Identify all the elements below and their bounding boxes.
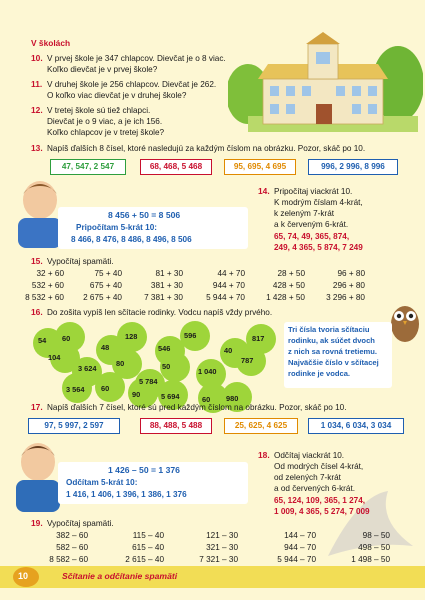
- clover-number: 980: [226, 394, 239, 403]
- note-line4: Najväčšie číslo v sčítacej: [288, 358, 379, 367]
- task-15-expression: 2 675 + 40: [83, 293, 122, 302]
- example-2-label: Odčítam 5-krát 10:: [66, 478, 138, 487]
- task-15-expression: 81 + 30: [155, 269, 183, 278]
- task-15-expression: 944 + 70: [212, 281, 245, 290]
- task-19-expression: 321 – 30: [206, 543, 238, 552]
- task-15-expression: 44 + 70: [217, 269, 245, 278]
- task-11-number: 11.: [31, 79, 43, 89]
- task-12-line3: Koľko chlapcov je v tretej škole?: [47, 128, 165, 137]
- task-15-expression: 75 + 40: [94, 269, 122, 278]
- task-15-expression: 3 296 + 80: [326, 293, 365, 302]
- task-19-expression: 144 – 70: [284, 531, 316, 540]
- task-14-line3: k zeleným 7-krát: [274, 209, 335, 218]
- task-15-expression: 428 + 50: [272, 281, 305, 290]
- task-19-expression: 7 321 – 30: [199, 555, 238, 564]
- task-19-expression: 498 – 50: [358, 543, 390, 552]
- task-16-text: Do zošita vypíš len sčítacie rodinky. Vodcu napíš vždy prvého.: [47, 308, 273, 317]
- clover-number: 48: [101, 343, 110, 352]
- task-13-box-red: 68, 468, 5 468: [140, 159, 212, 175]
- task-17-number: 17.: [31, 402, 43, 412]
- clover-number: 3 624: [78, 364, 97, 373]
- example-1-label: Pripočítam 5-krát 10:: [76, 223, 157, 232]
- task-18-number: 18.: [258, 450, 270, 460]
- task-15-expression: 532 + 60: [31, 281, 64, 290]
- clover-number: 60: [101, 384, 110, 393]
- task-12-line2: Dievčat je o 9 viac, a je ich 156.: [47, 117, 163, 126]
- task-15-expression: 675 + 40: [89, 281, 122, 290]
- task-18-line4: a od červených 6-krát.: [274, 484, 356, 493]
- task-19-number: 19.: [31, 518, 43, 528]
- task-14-line1: Pripočítaj viackrát 10.: [274, 187, 353, 196]
- task-15-expression: 28 + 50: [277, 269, 305, 278]
- task-17-box-blue-2: 1 034, 6 034, 3 034: [308, 418, 404, 434]
- task-15-expression: 7 381 + 30: [144, 293, 183, 302]
- task-19-expression: 8 582 – 60: [49, 555, 88, 564]
- clover-number: 5 694: [161, 392, 180, 401]
- task-10-line1: V prvej škole je 347 chlapcov. Dievčat je o 8 viac.: [47, 54, 226, 63]
- clover-number: 90: [132, 390, 141, 399]
- task-15-number: 15.: [31, 256, 43, 266]
- task-14-line2: K modrým číslam 4-krát,: [274, 198, 363, 207]
- task-19-expression: 115 – 40: [132, 531, 164, 540]
- task-14-line4: a k červeným 6-krát.: [274, 220, 349, 229]
- clover-number: 60: [62, 334, 71, 343]
- clover-number: 128: [125, 332, 138, 341]
- task-15-expression: 1 428 + 50: [266, 293, 305, 302]
- clover-number: 104: [48, 353, 61, 362]
- task-13-box-green: 47, 547, 2 547: [50, 159, 126, 175]
- task-10-line2: Koľko dievčat je v prvej škole?: [47, 65, 158, 74]
- clover-number: 40: [224, 346, 233, 355]
- task-19-expression: 944 – 70: [284, 543, 316, 552]
- task-15-expression: 5 944 + 70: [206, 293, 245, 302]
- clover-number: 50: [162, 362, 171, 371]
- task-17-box-red: 88, 488, 5 488: [140, 418, 212, 434]
- footer-title: Sčítanie a odčítanie spamäti: [62, 571, 178, 581]
- task-18-sequence1: 65, 124, 109, 365, 1 274,: [274, 496, 366, 505]
- example-1-sequence: 8 466, 8 476, 8 486, 8 496, 8 506: [71, 235, 192, 244]
- clover-number: 817: [252, 334, 265, 343]
- task-10-number: 10.: [31, 53, 43, 63]
- owl-illustration: [388, 296, 423, 344]
- task-18-sequence2: 1 009, 4 365, 5 274, 7 009: [274, 507, 370, 516]
- example-1-equation: 8 456 + 50 = 8 506: [108, 210, 181, 220]
- clover-number: 5 784: [139, 377, 158, 386]
- task-19-expression: 98 – 50: [362, 531, 390, 540]
- task-19-expression: 582 – 60: [56, 543, 88, 552]
- clover-number: 80: [116, 359, 125, 368]
- note-line1: Tri čísla tvoria sčítaciu: [288, 325, 370, 334]
- example-1-panel: [58, 207, 248, 249]
- clover-number: 1 040: [198, 367, 217, 376]
- task-19-expression: 2 615 – 40: [125, 555, 164, 564]
- clover-number: 3 564: [66, 385, 85, 394]
- task-18-line3: od zelených 7-krát: [274, 473, 341, 482]
- task-16-number: 16.: [31, 307, 43, 317]
- section-title: V školách: [31, 38, 71, 48]
- task-19-expression: 382 – 60: [56, 531, 88, 540]
- example-2-sequence: 1 416, 1 406, 1 396, 1 386, 1 376: [66, 490, 187, 499]
- task-15-expression: 381 + 30: [150, 281, 183, 290]
- task-15-text: Vypočítaj spamäti.: [47, 257, 114, 266]
- rule-note-panel: [284, 322, 392, 388]
- example-2-equation: 1 426 – 50 = 1 376: [108, 465, 180, 475]
- task-19-expression: 121 – 30: [206, 531, 238, 540]
- clover-number: 60: [202, 395, 211, 404]
- task-13-text: Napíš ďalších 8 čísel, ktoré nasledujú za každým číslom na obrázku. Pozor, skáč po 10.: [47, 144, 366, 153]
- task-11-line1: V druhej škole je 256 chlapcov. Dievčat je 262.: [47, 80, 217, 89]
- task-14-number: 14.: [258, 186, 270, 196]
- note-line5: rodinke je vodca.: [288, 369, 351, 378]
- note-line3: z nich sa rovná tretiemu.: [288, 347, 378, 356]
- task-15-expression: 96 + 80: [337, 269, 365, 278]
- task-18-line1: Odčítaj viackrát 10.: [274, 451, 345, 460]
- school-illustration: [228, 24, 423, 134]
- task-19-text: Vypočítaj spamäti.: [47, 519, 114, 528]
- task-18-line2: Od modrých čísel 4-krát,: [274, 462, 364, 471]
- clover-number: 787: [241, 356, 254, 365]
- page-number: 10: [18, 571, 29, 581]
- task-13-box-blue: 996, 2 996, 8 996: [308, 159, 398, 175]
- task-19-expression: 1 498 – 50: [351, 555, 390, 564]
- task-12-line1: V tretej škole sú tiež chlapci.: [47, 106, 151, 115]
- note-line2: rodinku, ak súčet dvoch: [288, 336, 375, 345]
- task-14-sequence1: 65, 74, 49, 365, 874,: [274, 232, 350, 241]
- task-13-box-orange: 95, 695, 4 695: [224, 159, 296, 175]
- task-19-expression: 615 – 40: [132, 543, 164, 552]
- task-12-number: 12.: [31, 105, 43, 115]
- task-15-expression: 8 532 + 60: [25, 293, 64, 302]
- task-19-expression: 5 944 – 70: [277, 555, 316, 564]
- clover-number: 596: [184, 331, 197, 340]
- example-2-panel: [58, 462, 248, 504]
- task-17-box-blue-1: 97, 5 997, 2 597: [28, 418, 120, 434]
- task-15-expression: 296 + 80: [332, 281, 365, 290]
- task-11-line2: O koľko viac dievčat je v druhej škole?: [47, 91, 187, 100]
- clover-number: 54: [38, 336, 47, 345]
- clover-leaf: [95, 372, 125, 402]
- boy-illustration-2: [10, 440, 65, 512]
- clover-number: 546: [158, 344, 171, 353]
- task-15-expression: 32 + 60: [36, 269, 64, 278]
- task-17-box-orange: 25, 625, 4 625: [224, 418, 298, 434]
- task-14-sequence2: 249, 4 365, 5 874, 7 249: [274, 243, 363, 252]
- task-17-text: Napíš ďalších 7 čísel, ktoré sú pred každým číslom na obrázku. Pozor, skáč po 10.: [47, 403, 347, 412]
- task-13-number: 13.: [31, 143, 43, 153]
